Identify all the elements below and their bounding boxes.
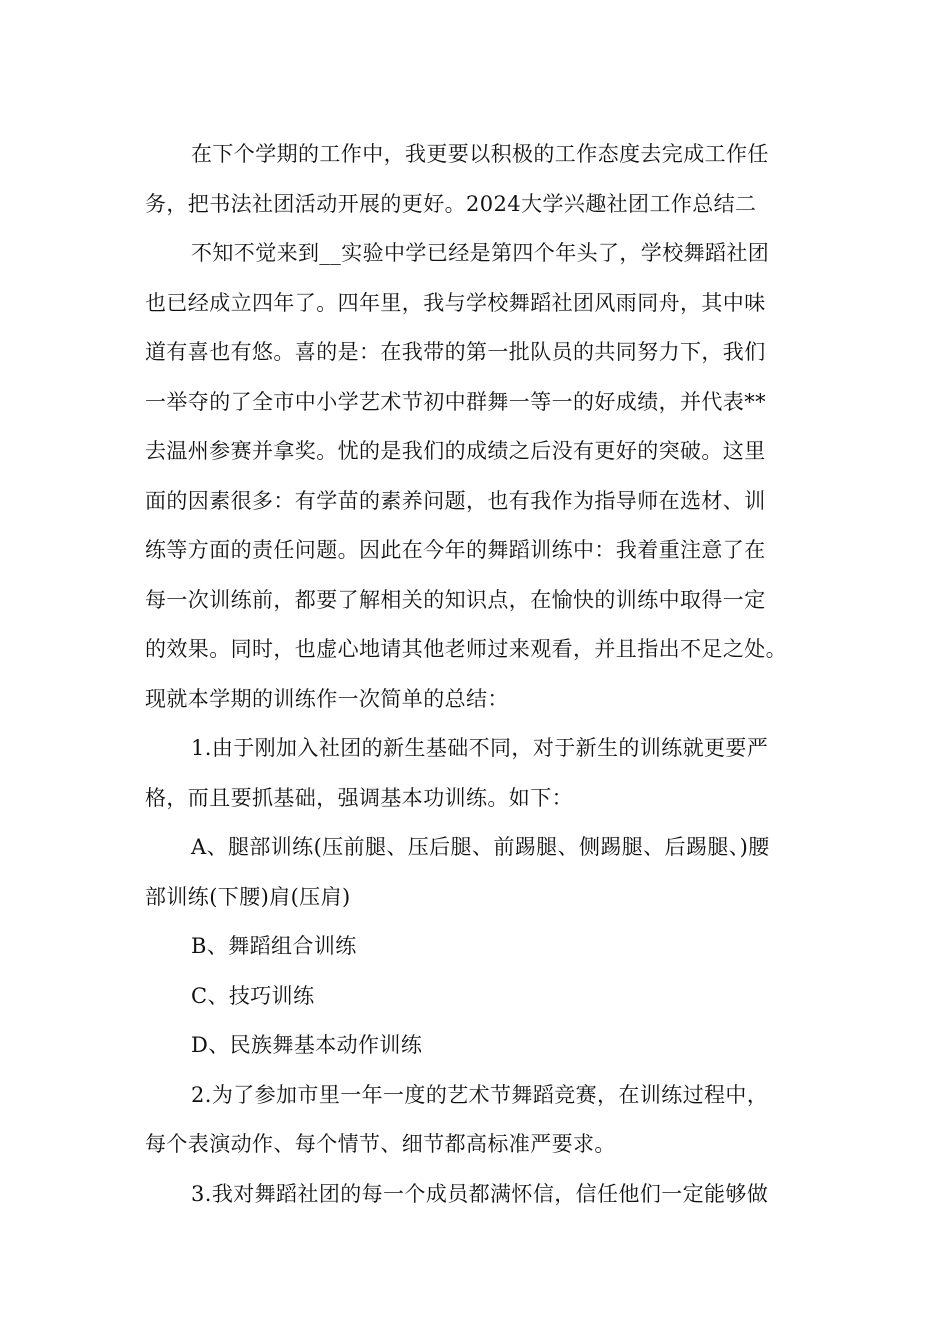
text-line: 一举夺的了全市中小学艺术节初中群舞一等一的好成绩，并代表** [145,389,766,414]
text-line: 格，而且要抓基础，强调基本功训练。如下： [145,785,573,810]
text-line: 现就本学期的训练作一次简单的总结： [145,686,509,711]
text-line: 练等方面的责任问题。因此在今年的舞蹈训练中：我着重注意了在 [145,538,766,562]
text-line: 务，把书法社团活动开展的更好。2024大学兴趣社团工作总结二 [145,191,757,216]
text-line: 每一次训练前，都要了解相关的知识点，在愉快的训练中取得一定 [145,587,766,612]
text-line: 2.为了参加市里一年一度的艺术节舞蹈竞赛，在训练过程中， [191,1082,769,1107]
text-line: C、技巧训练 [191,983,315,1008]
text-line: 去温州参赛并拿奖。忧的是我们的成绩之后没有更好的突破。这里 [145,439,766,463]
text-line: 也已经成立四年了。四年里，我与学校舞蹈社团风雨同舟，其中味 [145,290,766,315]
text-line: B、舞蹈组合训练 [191,934,357,958]
text-line: 面的因素很多：有学苗的素养问题，也有我作为指导师在选材、训 [145,488,766,513]
text-line: 的效果。同时，也虚心地请其他老师过来观看，并且指出不足之处。 [145,637,787,661]
text-line: 每个表演动作、每个情节、细节都高标准严要求。 [145,1132,616,1156]
text-line: 不知不觉来到__实验中学已经是第四个年头了，学校舞蹈社团 [191,241,770,265]
text-line: 道有喜也有悠。喜的是：在我带的第一批队员的共同努力下，我们 [145,340,766,364]
text-line: 1.由于刚加入社团的新生基础不同，对于新生的训练就更要严 [191,736,769,760]
text-line: A、腿部训练(压前腿、压后腿、前踢腿、侧踢腿、后踢腿、)腰 [191,835,770,859]
text-line: 部训练(下腰)肩(压肩) [145,884,351,909]
text-line: D、民族舞基本动作训练 [191,1033,423,1057]
document-body [145,130,835,1219]
text-line: 3.我对舞蹈社团的每一个成员都满怀信，信任他们一定能够做 [191,1181,769,1206]
text-line: 在下个学期的工作中，我更要以积极的工作态度去完成工作任 [191,142,769,166]
